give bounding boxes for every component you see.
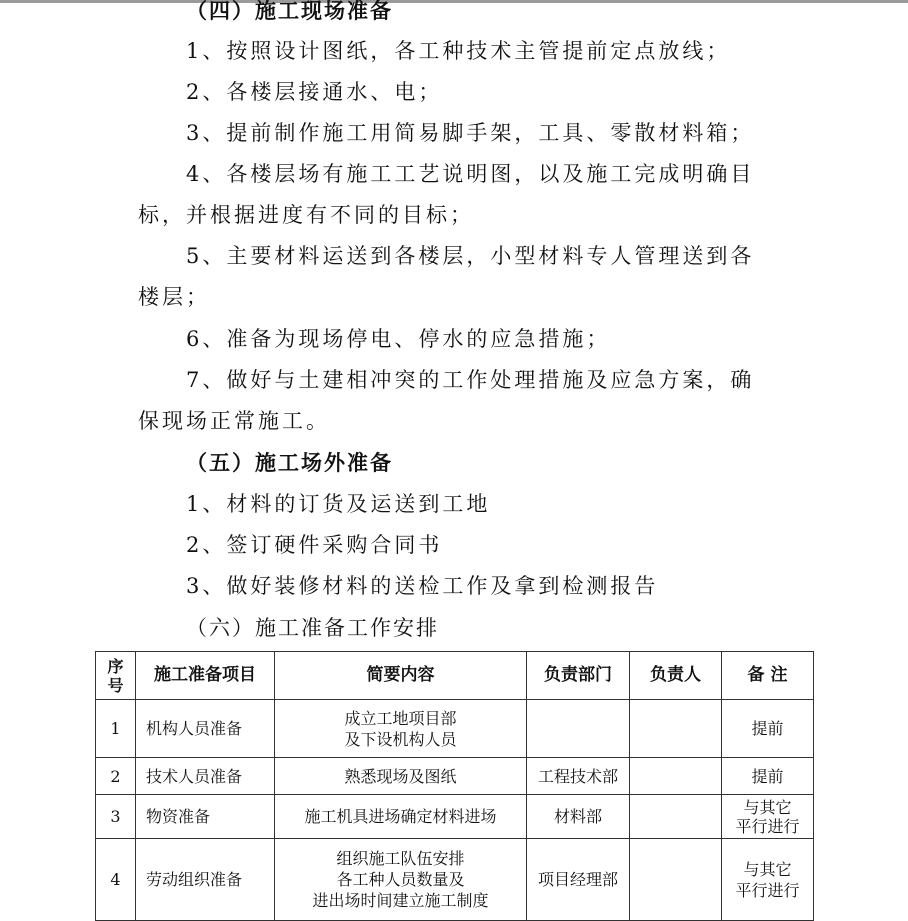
- table-row: [96, 839, 814, 921]
- section-4-item-7-cont: 保现场正常施工。: [138, 409, 330, 433]
- cell-content: [275, 758, 527, 795]
- cell-content-line: 各工种人员数量及: [336, 870, 465, 889]
- section-4-heading: （四）施工现场准备: [186, 0, 393, 23]
- cell-content: [275, 700, 527, 758]
- table-header-row: [96, 652, 814, 700]
- cell-dept: 工程技术部: [527, 758, 630, 795]
- section-4-item-2: 2、各楼层接通水、电；: [186, 80, 443, 104]
- cell-content-line: 组织施工队伍安排: [336, 849, 465, 868]
- header-person: 负责人: [630, 652, 722, 700]
- cell-content: [275, 795, 527, 839]
- section-4-item-4: 4、各楼层场有施工工艺说明图，以及施工完成明确目: [186, 162, 755, 186]
- section-5-item-3: 3、做好装修材料的送检工作及拿到检测报告: [186, 574, 659, 598]
- cell-no: 2: [96, 758, 136, 795]
- cell-person: [630, 700, 722, 758]
- table-row: [96, 700, 814, 758]
- cell-content-line: 熟悉现场及图纸: [344, 766, 457, 786]
- header-item: 施工准备项目: [136, 652, 275, 700]
- cell-item: 技术人员准备: [136, 758, 275, 795]
- cell-content-line: 施工机具进场确定材料进场: [304, 807, 497, 826]
- section-5-heading: （五）施工场外准备: [186, 450, 393, 475]
- cell-note-line: 平行进行: [735, 816, 800, 836]
- cell-person: [630, 795, 722, 839]
- header-no: [96, 652, 136, 700]
- cell-no: 4: [96, 839, 136, 921]
- section-5-item-2: 2、签订硬件采购合同书: [186, 533, 443, 557]
- header-content: 简要内容: [275, 652, 527, 700]
- cell-note: [722, 839, 814, 921]
- cell-person: [630, 839, 722, 921]
- cell-content-line: 进出场时间建立施工制度: [312, 891, 489, 910]
- cell-no: 1: [96, 700, 136, 758]
- cell-content: [275, 839, 527, 921]
- section-6-heading: （六）施工准备工作安排: [186, 616, 439, 640]
- cell-content-line: 成立工地项目部: [344, 708, 457, 728]
- table-row: [96, 758, 814, 795]
- section-4-item-6: 6、准备为现场停电、停水的应急措施；: [186, 327, 611, 351]
- cell-note-line: 与其它: [743, 797, 792, 817]
- top-edge-bar: [0, 0, 908, 3]
- cell-content-line: 及下设机构人员: [344, 729, 457, 749]
- cell-note-line: 与其它: [743, 859, 792, 879]
- cell-dept: 项目经理部: [527, 839, 630, 921]
- section-4-item-4-cont: 标，并根据进度有不同的目标；: [138, 203, 474, 227]
- cell-note: [722, 758, 814, 795]
- section-4-item-3: 3、提前制作施工用简易脚手架，工具、零散材料箱；: [186, 121, 755, 145]
- section-5-item-1: 1、材料的订货及运送到工地: [186, 492, 491, 516]
- cell-no: 3: [96, 795, 136, 839]
- cell-note-line: 提前: [751, 766, 784, 786]
- cell-note: [722, 795, 814, 839]
- cell-dept: [527, 700, 630, 758]
- work-arrangement-table: [95, 651, 814, 921]
- cell-note: [722, 700, 814, 758]
- table-row: [96, 795, 814, 839]
- section-4-item-7: 7、做好与土建相冲突的工作处理措施及应急方案，确: [186, 368, 755, 392]
- cell-item: 机构人员准备: [136, 700, 275, 758]
- section-4-item-5-cont: 楼层；: [138, 285, 210, 309]
- section-4-item-5: 5、主要材料运送到各楼层，小型材料专人管理送到各: [186, 244, 755, 268]
- header-note: 备 注: [722, 652, 814, 700]
- cell-dept: 材料部: [527, 795, 630, 839]
- section-4-item-1: 1、按照设计图纸，各工种技术主管提前定点放线；: [186, 39, 731, 63]
- cell-note-line: 提前: [751, 719, 784, 738]
- cell-note-line: 平行进行: [735, 880, 800, 900]
- header-dept: 负责部门: [527, 652, 630, 700]
- header-no-line-1: 序: [107, 656, 124, 676]
- cell-item: 劳动组织准备: [136, 839, 275, 921]
- cell-person: [630, 758, 722, 795]
- header-no-line-2: 号: [107, 675, 124, 695]
- cell-item: 物资准备: [136, 795, 275, 839]
